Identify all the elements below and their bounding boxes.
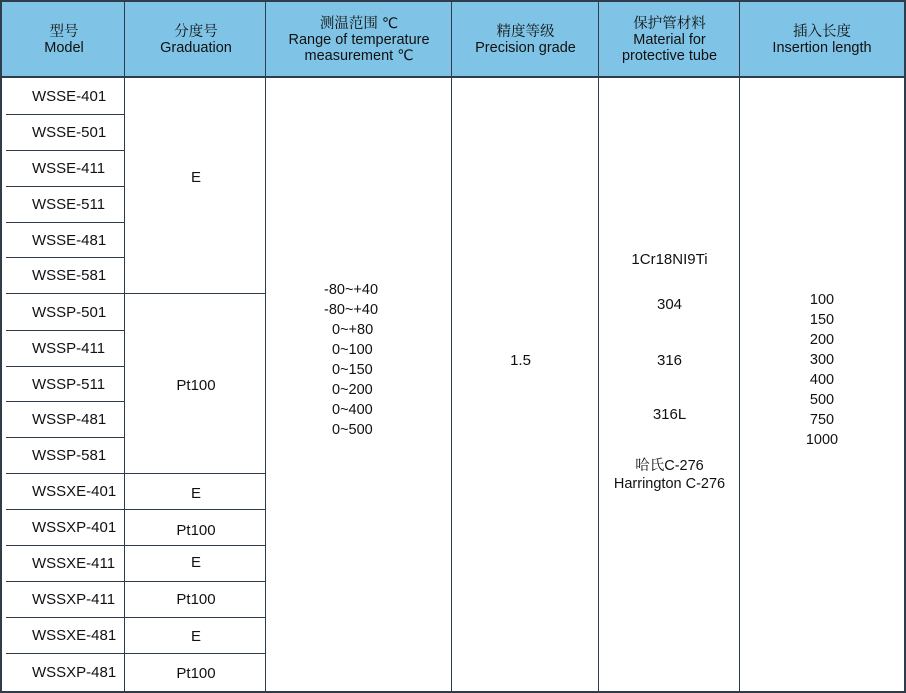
graduation-cell: Pt100 [176, 521, 216, 539]
insertion-item: 750 [809, 412, 835, 428]
model-cell: WSSE-501 [32, 124, 107, 141]
model-cell: WSSE-411 [32, 160, 106, 177]
model-cell: WSSP-501 [32, 303, 107, 321]
model-cell: WSSXE-411 [32, 555, 116, 572]
range-item: 0~400 [332, 402, 373, 418]
model-cell: WSSE-511 [32, 196, 106, 213]
header-material-cn: 保护管材料 [633, 15, 706, 32]
range-item: 0~+80 [332, 322, 374, 338]
range-item: -80~+40 [324, 282, 379, 298]
header-range-en-line1: Range of temperature [288, 31, 430, 48]
graduation-cell: E [190, 553, 201, 571]
header-model-cn: 型号 [49, 23, 79, 40]
insertion-item: 100 [809, 292, 835, 308]
range-item: -80~+40 [324, 302, 379, 318]
model-cell: WSSXE-481 [32, 627, 117, 644]
insertion-item: 400 [809, 372, 835, 388]
header-material [599, 2, 740, 77]
model-cell: WSSXP-401 [32, 519, 117, 536]
model-cell: WSSE-401 [32, 87, 107, 105]
header-insertion-en: Insertion length [772, 39, 872, 56]
insertion-item: 1000 [805, 432, 839, 448]
material-item: 316 [656, 351, 683, 369]
header-graduation-cn: 分度号 [174, 23, 218, 40]
header-range-en-line2: measurement ℃ [304, 47, 414, 64]
header-insertion-cn: 插入长度 [793, 23, 851, 40]
material-item: 304 [656, 295, 683, 313]
range-item: 0~150 [332, 362, 373, 378]
header-material-en-line1: Material for [633, 31, 706, 48]
header-graduation [126, 2, 266, 77]
header-precision-en: Precision grade [475, 39, 576, 56]
header-range-cn: 测温范围 ℃ [319, 15, 399, 32]
model-cell: WSSP-481 [32, 411, 107, 428]
insertion-item: 150 [809, 312, 835, 328]
graduation-cell: Pt100 [176, 664, 216, 682]
model-cell: WSSP-511 [32, 375, 106, 393]
insertion-item: 200 [809, 332, 835, 348]
column-divider [124, 2, 125, 691]
header-graduation-en: Graduation [160, 39, 232, 56]
header-range [266, 2, 452, 77]
graduation-cell: E [190, 627, 201, 645]
insertion-item: 500 [809, 392, 835, 408]
graduation-cell: E [190, 484, 201, 502]
header-model [2, 2, 126, 77]
model-cell: WSSXE-401 [32, 483, 117, 500]
material-item: 1Cr18NI9Ti [631, 250, 708, 268]
header-precision-cn: 精度等级 [496, 23, 555, 40]
model-cell: WSSE-581 [32, 267, 107, 284]
header-precision [452, 2, 599, 77]
model-cell: WSSP-581 [32, 447, 107, 464]
graduation-cell: E [190, 168, 201, 186]
insertion-item: 300 [809, 352, 835, 368]
header-divider [2, 76, 906, 78]
model-cell: WSSXP-481 [32, 664, 117, 681]
material-item: 哈氏C-276 [635, 458, 704, 474]
insertion-list [740, 290, 904, 450]
range-item: 0~200 [332, 382, 373, 398]
header-material-en-line2: protective tube [621, 47, 718, 64]
range-item: 0~100 [332, 342, 373, 358]
material-item: 316L [652, 405, 687, 423]
model-cell: WSSP-411 [32, 340, 106, 357]
material-item: Harrington C-276 [613, 476, 726, 492]
graduation-cell: Pt100 [176, 376, 216, 394]
model-cell: WSSXP-411 [32, 591, 116, 608]
model-cell: WSSE-481 [32, 231, 107, 249]
precision-value: 1.5 [510, 351, 531, 369]
column-divider [598, 2, 599, 691]
material-hastelloy [599, 457, 740, 493]
range-item: 0~500 [332, 422, 373, 438]
header-model-en: Model [44, 39, 84, 56]
range-list [320, 280, 378, 440]
header-insertion [740, 2, 904, 77]
graduation-cell: Pt100 [176, 590, 216, 608]
